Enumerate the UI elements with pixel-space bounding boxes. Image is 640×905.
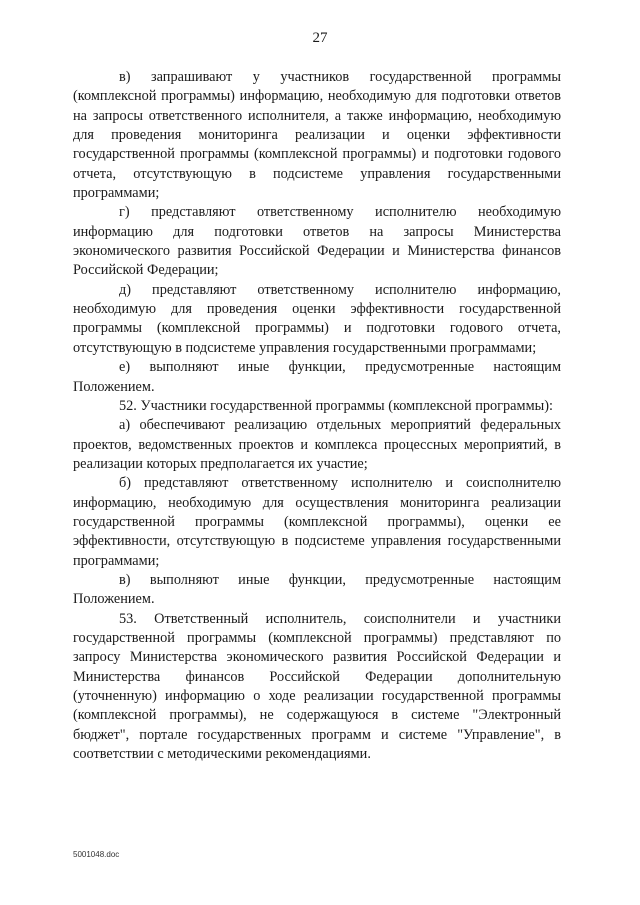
paragraph-clause-a: а) обеспечивают реализацию отдельных мероприятий федеральных проектов, ведомственных проектов и комплекса процессных мероприятий, в реализации которых предполагается их участие; — [73, 417, 561, 472]
paragraph-section-52: 52. Участники государственной программы (комплексной программы): — [119, 397, 553, 414]
paragraph-clause-g: г) представляют ответственному исполнителю необходимую информацию для подготовки ответов на запросы Министерства экономического развития Российской Федерации и Министерства финансов Российской Федерации; — [73, 204, 561, 279]
document-body — [73, 68, 561, 764]
paragraph-clause-b: б) представляют ответственному исполнителю и соисполнителю информацию, необходимую для осуществления мониторинга реализации государственной программы (комплексной программы), оценки ее эффективности, отсутствующую в подсистеме управления государственными программами; — [73, 475, 561, 569]
page-number: 27 — [312, 30, 328, 46]
paragraph-clause-d: д) представляют ответственному исполнителю информацию, необходимую для проведения оценки эффективности государственной программы (комплексной программы) и подготовки годового отчета, отсутствующую в подсистеме управления государственными программами; — [73, 281, 561, 356]
paragraph-clause-v2: в) выполняют иные функции, предусмотренные настоящим Положением. — [73, 571, 561, 608]
paragraph-clause-e: е) выполняют иные функции, предусмотренные настоящим Положением. — [73, 359, 561, 395]
paragraph-section-53: 53. Ответственный исполнитель, соисполнители и участники государственной программы (комплексной программы) представляют по запросу Министерства экономического развития Российской Федерации и Министерства финансов Российской Федерации дополнительную (уточненную) информацию о ходе реализации государственной программы (комплексной программы), не содержащуюся в системе "Электронный бюджет", портале государственных программ и системе "Управление", в соответствии с методическими рекомендациями. — [73, 610, 561, 763]
paragraph-clause-v: в) запрашивают у участников государственной программы (комплексной программы) информацию, необходимую для подготовки ответов на запросы ответственного исполнителя, а также информацию, необходимую для проведения мониторинга реализации и оценки эффективности государственной программы (комплексной программы) и подготовки годового отчета, отсутствующую в подсистеме управления государственными программами; — [73, 69, 561, 202]
footer-document-code: 5001048.doc — [73, 850, 120, 859]
